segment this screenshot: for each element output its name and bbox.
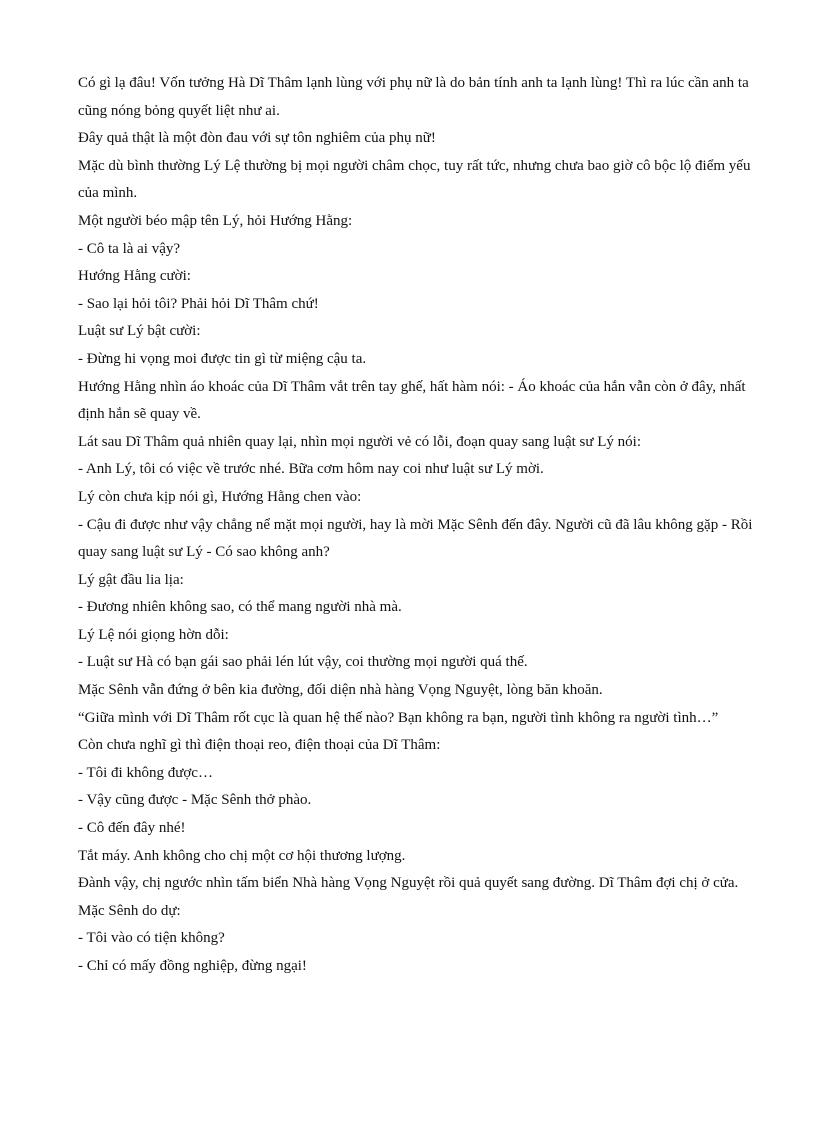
paragraph: - Đương nhiên không sao, có thể mang người nhà mà. [78, 599, 402, 616]
paragraph: Lý còn chưa kịp nói gì, Hướng Hằng chen vào: [78, 488, 362, 505]
paragraph: Hướng Hằng cười: [78, 268, 191, 285]
paragraph: Mặc Sênh do dự: [78, 902, 181, 919]
paragraph: - Vậy cũng được - Mặc Sênh thở phào. [78, 792, 312, 809]
paragraph: Đây quả thật là một đòn đau với sự tôn nghiêm của phụ nữ! [78, 130, 436, 147]
paragraph: Một người béo mập tên Lý, hỏi Hướng Hằng: [78, 212, 353, 229]
paragraph: Mặc dù bình thường Lý Lệ thường bị mọi người châm chọc, tuy rất tức, nhưng chưa bao giờ cô bộc lộ điểm yếu của mình. [78, 157, 751, 202]
paragraph: Lý gật đầu lia lịa: [78, 571, 184, 588]
paragraph: Lát sau Dĩ Thâm quả nhiên quay lại, nhìn mọi người vẻ có lỗi, đoạn quay sang luật sư Lý nói: [78, 433, 641, 450]
paragraph: - Anh Lý, tôi có việc về trước nhé. Bữa cơm hôm nay coi như luật sư Lý mời. [78, 461, 544, 478]
paragraph: - Cô đến đây nhé! [78, 820, 186, 837]
paragraph: - Luật sư Hà có bạn gái sao phải lén lút vậy, coi thường mọi người quá thế. [78, 654, 528, 671]
paragraph: Lý Lệ nói giọng hờn dỗi: [78, 626, 229, 643]
paragraph: Luật sư Lý bật cười: [78, 323, 201, 340]
document-body [78, 70, 754, 981]
paragraph: Có gì lạ đâu! Vốn tưởng Hà Dĩ Thâm lạnh lùng với phụ nữ là do bản tính anh ta lạnh lùng! Thì ra lúc cần anh ta cũng nóng bỏng quyết liệt như ai. [78, 75, 749, 119]
paragraph: Đành vậy, chị ngước nhìn tấm biển Nhà hàng Vọng Nguyệt rồi quả quyết sang đường. Dĩ Thâm đợi chị ở cửa. [78, 875, 739, 892]
paragraph: - Sao lại hỏi tôi? Phải hỏi Dĩ Thâm chứ! [78, 295, 319, 312]
paragraph: - Chỉ có mấy đồng nghiệp, đừng ngại! [78, 958, 307, 974]
paragraph: Tắt máy. Anh không cho chị một cơ hội thương lượng. [78, 847, 406, 864]
paragraph: - Cô ta là ai vậy? [78, 240, 181, 257]
paragraph: - Tôi đi không được… [78, 764, 213, 781]
paragraph: “Giữa mình với Dĩ Thâm rốt cục là quan hệ thế nào? Bạn không ra bạn, người tình không ra người tình…” [78, 709, 719, 726]
paragraph: Còn chưa nghĩ gì thì điện thoại reo, điện thoại của Dĩ Thâm: [78, 737, 441, 754]
paragraph: - Tôi vào có tiện không? [78, 930, 225, 947]
paragraph: Hướng Hằng nhìn áo khoác của Dĩ Thâm vắt trên tay ghế, hất hàm nói: - Áo khoác của hắn vẫn còn ở đây, nhất định hắn sẽ quay về. [78, 378, 746, 423]
paragraph: Mặc Sênh vẫn đứng ở bên kia đường, đối diện nhà hàng Vọng Nguyệt, lòng băn khoăn. [78, 682, 603, 699]
paragraph: - Cậu đi được như vậy chẳng nể mặt mọi người, hay là mời Mặc Sênh đến đây. Người cũ đã lâu không gặp - Rồi quay sang luật sư Lý - Có sao không anh? [78, 516, 753, 561]
paragraph: - Đừng hi vọng moi được tin gì từ miệng cậu ta. [78, 350, 367, 367]
